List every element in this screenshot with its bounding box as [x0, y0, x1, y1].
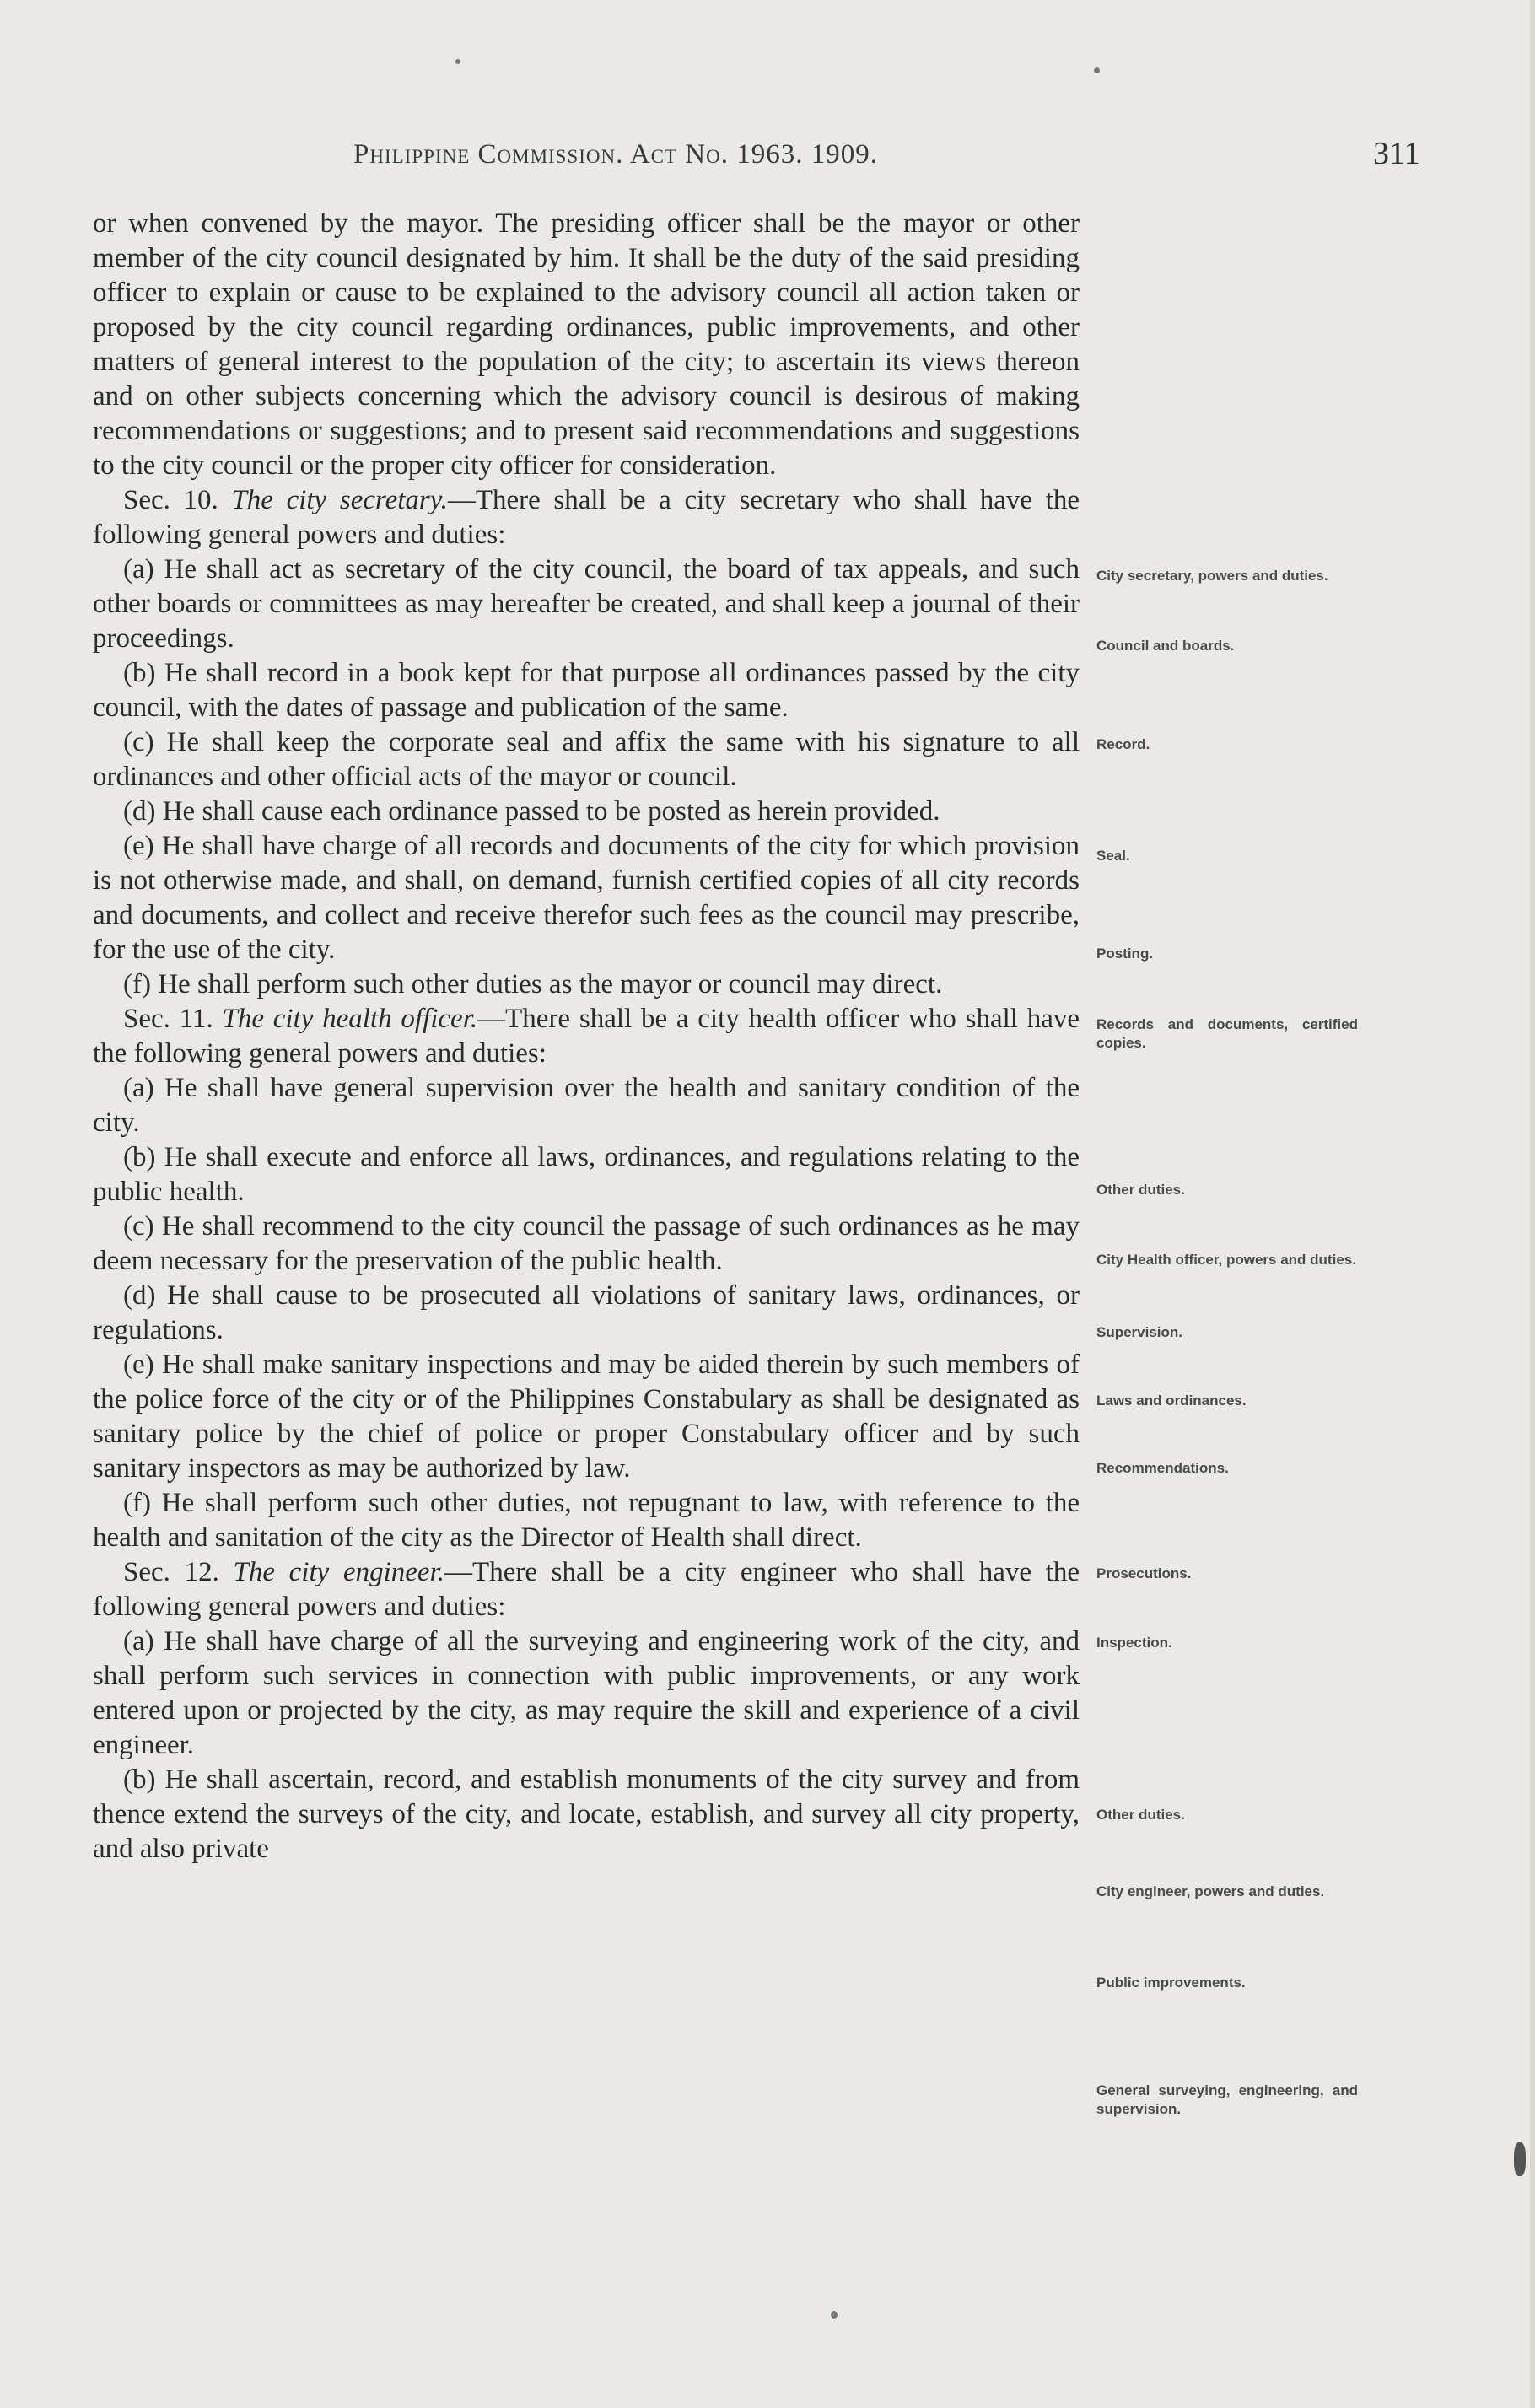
paragraph: (d) He shall cause each ordinance passed to be posted as herein provided.: [123, 796, 940, 827]
page-edge-mark: [1514, 2142, 1526, 2176]
margin-note: Other duties.: [1096, 1807, 1185, 1823]
margin-note: Council and boards.: [1096, 638, 1235, 654]
paragraph: (e) He shall make sanitary inspections and may be aided therein by such members of the police force of the city or of the Philippines Constabulary as shall be designated as sanitary police by the chief of police or proper Constabulary officer and by such sanitary inspectors as may be authorized by law.: [93, 1349, 1080, 1484]
paragraph: (d) He shall cause to be prosecuted all violations of sanitary laws, ordinances, or regulations.: [93, 1280, 1080, 1345]
margin-note: Public improvements.: [1096, 1974, 1246, 1991]
margin-note: General surveying, engineering, and supervision.: [1096, 2082, 1358, 2117]
paper-speck: [1094, 67, 1100, 73]
margin-note: Laws and ordinances.: [1096, 1393, 1247, 1409]
section-title: The city engineer.: [233, 1557, 445, 1587]
margin-note: Records and documents, certified copies.: [1096, 1016, 1358, 1051]
paragraph: (a) He shall have general supervision over the health and sanitary condition of the city.: [93, 1073, 1080, 1138]
section-11-paragraph: [93, 1002, 1080, 1071]
margin-note: Record.: [1096, 736, 1150, 752]
section-text: —There shall be a city engineer who shall have the following general powers and duties:: [93, 1557, 1080, 1622]
paragraph: or when convened by the mayor. The presiding officer shall be the mayor or other member of the city council designated by him. It shall be the duty of the said presiding officer to explain or cause to be explained to the advisory council all action taken or proposed by the city council regarding ordinances, public improvements, and other matters of general interest to the population of the city; to ascertain its views thereon and on other subjects concerning which the advisory council is desirous of making recommendations or suggestions; and to present said recommendations and suggestions to the city council or the proper city officer for consideration.: [93, 208, 1080, 481]
paragraph: (f) He shall perform such other duties, not repugnant to law, with reference to the health and sanitation of the city as the Director of Health shall direct.: [93, 1488, 1080, 1553]
section-title: The city secretary.: [231, 485, 448, 515]
section-text: —There shall be a city secretary who shall have the following general powers and duties:: [93, 485, 1080, 550]
section-number: Sec. 11.: [123, 1004, 213, 1034]
margin-note: Prosecutions.: [1096, 1565, 1192, 1581]
section-12-paragraph: [93, 1555, 1080, 1624]
margin-note: Seal.: [1096, 848, 1130, 864]
margin-note: Supervision.: [1096, 1324, 1183, 1340]
paper-speck: [455, 59, 460, 64]
paragraph: (b) He shall execute and enforce all laws, ordinances, and regulations relating to the public health.: [93, 1142, 1080, 1207]
paragraph: (a) He shall have charge of all the surveying and engineering work of the city, and shall perform such services in connection with public improvements, or any work entered upon or projected by the city, as may require the skill and experience of a civil engineer.: [93, 1626, 1080, 1760]
page-number: 311: [1373, 136, 1420, 171]
margin-note: Inspection.: [1096, 1635, 1172, 1651]
margin-note: City secretary, powers and duties.: [1096, 568, 1328, 584]
paper-speck: [831, 2311, 838, 2319]
paragraph: (a) He shall act as secretary of the city council, the board of tax appeals, and such other boards or committees as may hereafter be created, and shall keep a journal of their proceedings.: [93, 554, 1080, 654]
running-head: Philippine Commission. Act No. 1963. 1909.: [353, 139, 878, 170]
margin-note: City engineer, powers and duties.: [1096, 1883, 1325, 1899]
margin-note: Recommendations.: [1096, 1460, 1229, 1476]
margin-note: Posting.: [1096, 945, 1154, 962]
section-number: Sec. 12.: [123, 1557, 219, 1587]
section-title: The city health officer.: [222, 1004, 478, 1034]
paragraph: (c) He shall keep the corporate seal and affix the same with his signature to all ordinances and other official acts of the mayor or council.: [93, 727, 1080, 792]
body-text: [93, 207, 1080, 1867]
paragraph: (c) He shall recommend to the city council the passage of such ordinances as he may deem necessary for the preservation of the public health.: [93, 1211, 1080, 1276]
paragraph: (b) He shall record in a book kept for that purpose all ordinances passed by the city council, with the dates of passage and publication of the same.: [93, 658, 1080, 723]
margin-note: Other duties.: [1096, 1182, 1185, 1198]
paragraph: (f) He shall perform such other duties as the mayor or council may direct.: [123, 969, 943, 999]
section-10-paragraph: [93, 483, 1080, 552]
section-text: —There shall be a city health officer who shall have the following general powers and duties:: [93, 1004, 1080, 1069]
paragraph: (b) He shall ascertain, record, and establish monuments of the city survey and from thence extend the surveys of the city, and locate, establish, and survey all city property, and also private: [93, 1764, 1080, 1864]
margin-note: City Health officer, powers and duties.: [1096, 1252, 1356, 1268]
paragraph: (e) He shall have charge of all records and documents of the city for which provision is not otherwise made, and shall, on demand, furnish certified copies of all city records and documents, and collect and receive therefor such fees as the council may prescribe, for the use of the city.: [93, 831, 1080, 965]
page-edge: [1530, 0, 1535, 2408]
section-number: Sec. 10.: [123, 485, 218, 515]
